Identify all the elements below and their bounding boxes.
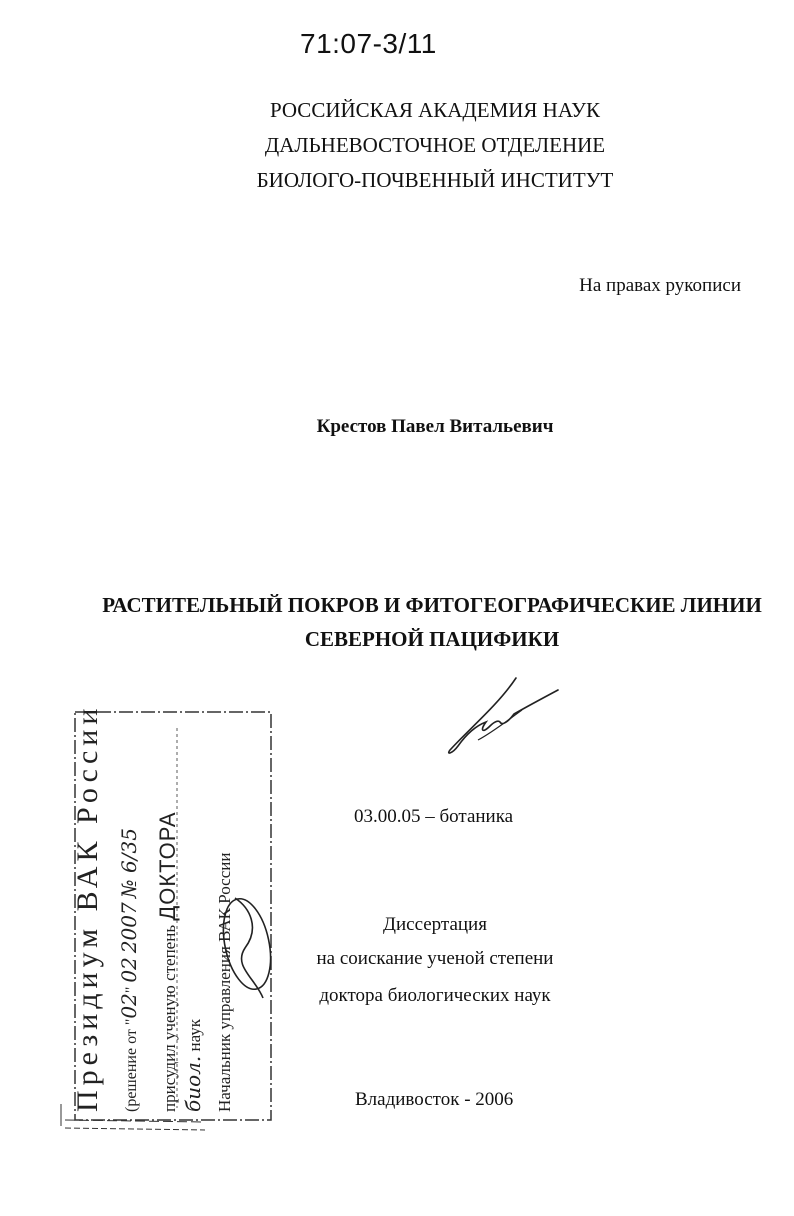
stamp-degree-prefix: присудил ученую степень [159, 924, 179, 1112]
archive-code: 71:07-3/11 [300, 28, 437, 59]
place-and-year: Владивосток - 2006 [355, 1089, 514, 1110]
thesis-degree: доктора биологических наук [319, 985, 551, 1006]
thesis-title-line2: СЕВЕРНОЙ ПАЦИФИКИ [304, 627, 560, 651]
stamp-degree-field: биол. [180, 1055, 205, 1112]
stamp-degree-level: ДОКТОРА [154, 810, 180, 921]
handwritten-signature [438, 670, 568, 760]
org-line-academy: РОССИЙСКАЯ АКАДЕМИЯ НАУК [269, 98, 601, 122]
vak-stamp [55, 703, 280, 1133]
stamp-decision-year: 2007 [116, 901, 141, 953]
stamp-line-presidium: Президиум ВАК России [70, 703, 104, 1112]
stamp-decision-day: 02 [116, 992, 141, 1019]
specialty-code: 03.00.05 – ботаника [354, 806, 514, 827]
stamp-line-degree [155, 811, 205, 1112]
thesis-purpose: на соискание ученой степени [316, 948, 554, 969]
stamp-decision-prefix: (решение от " [122, 1018, 140, 1112]
stamp-degree-suffix: наук [184, 1018, 204, 1052]
stamp-decision-number: № 6/35 [116, 827, 141, 898]
stamp-decision-month: 02 [116, 956, 141, 983]
stamp-decision-quote: " [122, 986, 140, 993]
org-line-branch: ДАЛЬНЕВОСТОЧНОЕ ОТДЕЛЕНИЕ [264, 133, 606, 157]
thesis-title-line1: РАСТИТЕЛЬНЫЙ ПОКРОВ И ФИТОГЕОГРАФИЧЕСКИЕ ЛИНИИ [102, 593, 762, 617]
author-name: Крестов Павел Витальевич [316, 416, 554, 437]
stamp-line-decision [117, 828, 141, 1112]
thesis-type: Диссертация [383, 914, 487, 935]
stamp-line-head: Начальник управления ВАК России [214, 852, 234, 1112]
manuscript-rights: На правах рукописи [579, 275, 741, 296]
org-line-institute: БИОЛОГО-ПОЧВЕННЫЙ ИНСТИТУТ [256, 168, 614, 192]
